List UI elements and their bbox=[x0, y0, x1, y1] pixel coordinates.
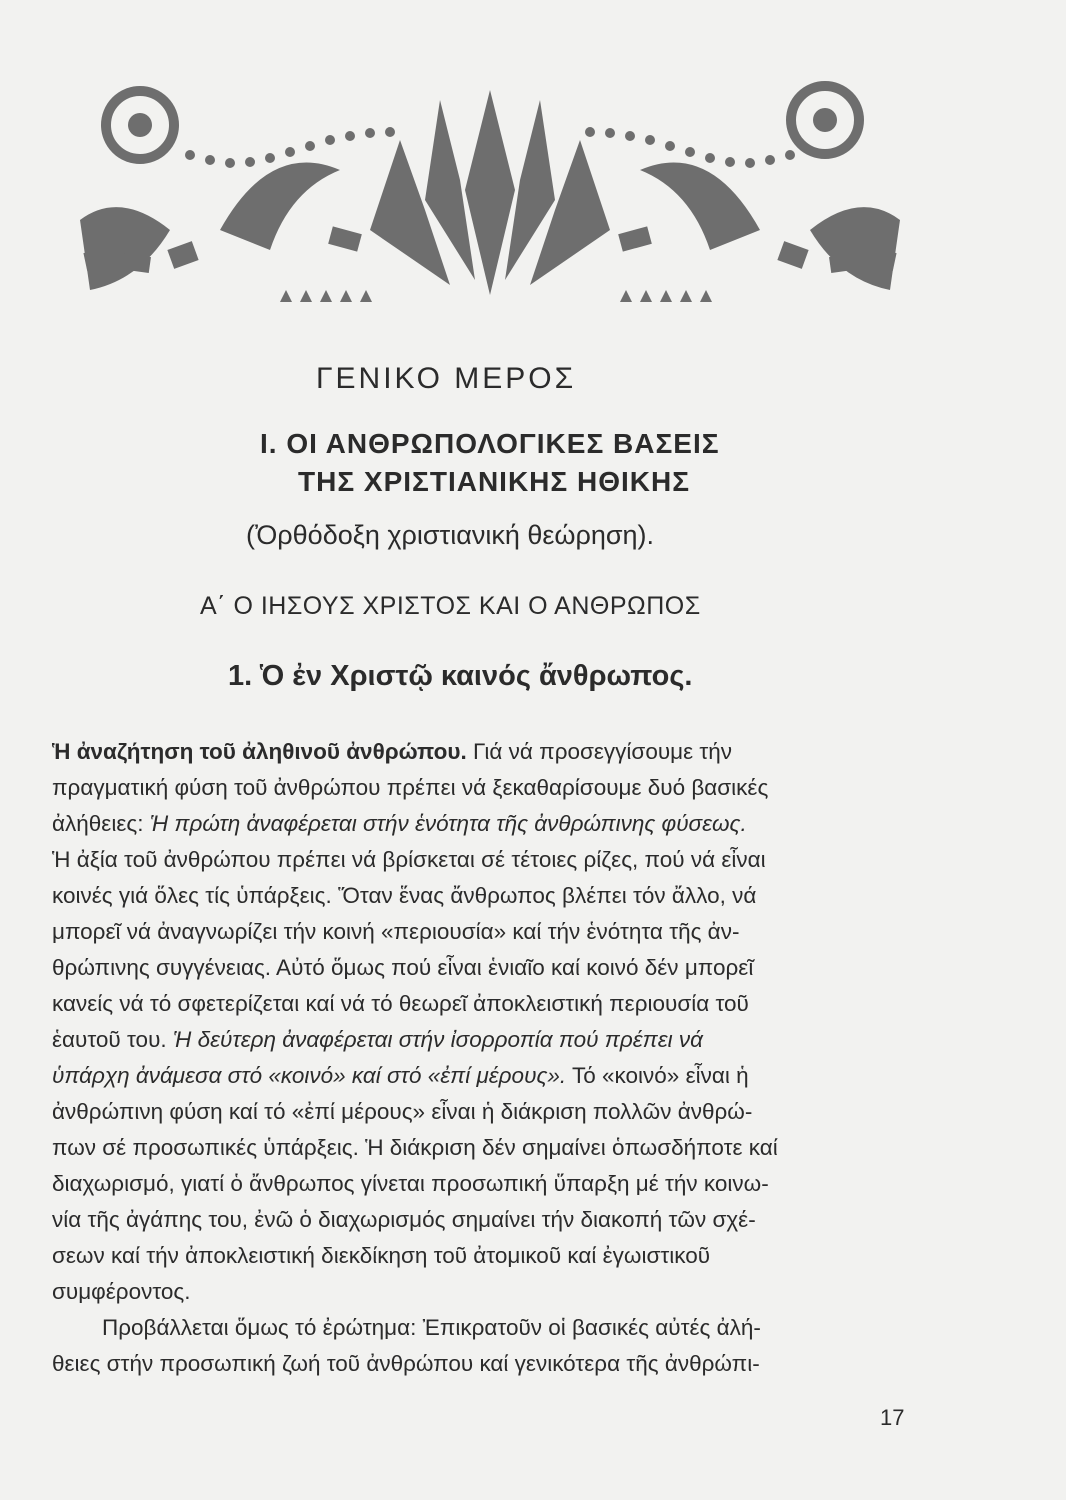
italic-span: ὑπάρχη ἀνάμεσα στό «κοινό» καί στό «ἐπί μέρους». bbox=[52, 1063, 567, 1088]
section-1-heading: 1. Ὁ ἐν Χριστῷ καινός ἄνθρωπος. bbox=[228, 660, 693, 692]
text-line: συμφέροντος. bbox=[52, 1279, 191, 1304]
paragraph-heading: Ἡ ἀναζήτηση τοῦ ἀληθινοῦ ἀνθρώπου. bbox=[52, 739, 467, 764]
part-title-line2: ΤΗΣ ΧΡΙΣΤΙΑΝΙΚΗΣ ΗΘΙΚΗΣ bbox=[298, 466, 690, 497]
text-line: θρώπινης συγγένειας. Αὐτό ὅμως πού εἶναι ἑνιαῖο καί κοινό δέν μπορεῖ bbox=[52, 955, 754, 980]
text-span: ἑαυτοῦ του. bbox=[52, 1027, 173, 1052]
text-line: πραγματική φύση τοῦ ἀνθρώπου πρέπει νά ξεκαθαρίσουμε δυό βασικές bbox=[52, 775, 769, 800]
section-a-heading: Α΄ Ο ΙΗΣΟΥΣ ΧΡΙΣΤΟΣ ΚΑΙ Ο ΑΝΘΡΩΠΟΣ bbox=[200, 592, 701, 620]
subtitle: (Ὀρθόδοξη χριστιανική θεώρηση). bbox=[246, 520, 655, 550]
text-line: σεων καί τήν ἀποκλειστική διεκδίκηση τοῦ ἀτομικοῦ καί ἐγωιστικοῦ bbox=[52, 1243, 711, 1268]
text-line: πων σέ προσωπικές ὑπάρξεις. Ἡ διάκριση δέν σημαίνει ὁπωσδήποτε καί bbox=[52, 1135, 778, 1160]
text-line: Προβάλλεται ὅμως τό ἐρώτημα: Ἐπικρατοῦν οἱ βασικές αὐτές ἀλή- bbox=[102, 1315, 761, 1340]
text-line bbox=[52, 806, 902, 842]
text-line bbox=[52, 734, 902, 770]
text-line: μπορεῖ νά ἀναγνωρίζει τήν κοινή «περιουσία» καί τήν ἑνότητα τῆς ἀν- bbox=[52, 919, 740, 944]
text-line: νία τῆς ἀγάπης του, ἐνῶ ὁ διαχωρισμός σημαίνει τήν διακοπή τῶν σχέ- bbox=[52, 1207, 756, 1232]
general-part-heading: ΓΕΝΙΚΟ ΜΕΡΟΣ bbox=[316, 362, 577, 395]
text-line: ἀνθρώπινη φύση καί τό «ἐπί μέρους» εἶναι ἡ διάκριση πολλῶν ἀνθρώ- bbox=[52, 1099, 753, 1124]
body-text bbox=[52, 734, 902, 1382]
text-line bbox=[52, 1022, 902, 1058]
text-line: θειες στήν προσωπική ζωή τοῦ ἀνθρώπου καί γενικότερα τῆς ἀνθρώπι- bbox=[52, 1351, 760, 1376]
text-line: Ἡ ἀξία τοῦ ἀνθρώπου πρέπει νά βρίσκεται σέ τέτοιες ρίζες, πού νά εἶναι bbox=[52, 847, 766, 872]
text-line: κανείς νά τό σφετερίζεται καί νά τό θεωρεῖ ἀποκλειστική περιουσία τοῦ bbox=[52, 991, 749, 1016]
italic-span: Ἡ πρώτη ἀναφέρεται στήν ἑνότητα τῆς ἀνθρώπινης φύσεως. bbox=[149, 811, 747, 836]
text-span: ἀλήθειες: bbox=[52, 811, 150, 836]
text-line: διαχωρισμό, γιατί ὁ ἄνθρωπος γίνεται προσωπική ὕπαρξη μέ τήν κοινω- bbox=[52, 1171, 769, 1196]
decorative-ornament-border bbox=[80, 80, 900, 310]
text-span: Γιά νά προσεγγίσουμε τήν bbox=[466, 739, 733, 764]
page-number: 17 bbox=[880, 1405, 905, 1430]
text-span: Τό «κοινό» εἶναι ἡ bbox=[566, 1063, 749, 1088]
italic-span: Ἡ δεύτερη ἀναφέρεται στήν ἰσορροπία πού πρέπει νά bbox=[172, 1027, 703, 1052]
part-title-line1: Ι. ΟΙ ΑΝΘΡΩΠΟΛΟΓΙΚΕΣ ΒΑΣΕΙΣ bbox=[260, 428, 720, 459]
text-line bbox=[52, 1058, 902, 1094]
text-line: κοινές γιά ὅλες τίς ὑπάρξεις. Ὅταν ἕνας ἄνθρωπος βλέπει τόν ἄλλο, νά bbox=[52, 883, 757, 908]
